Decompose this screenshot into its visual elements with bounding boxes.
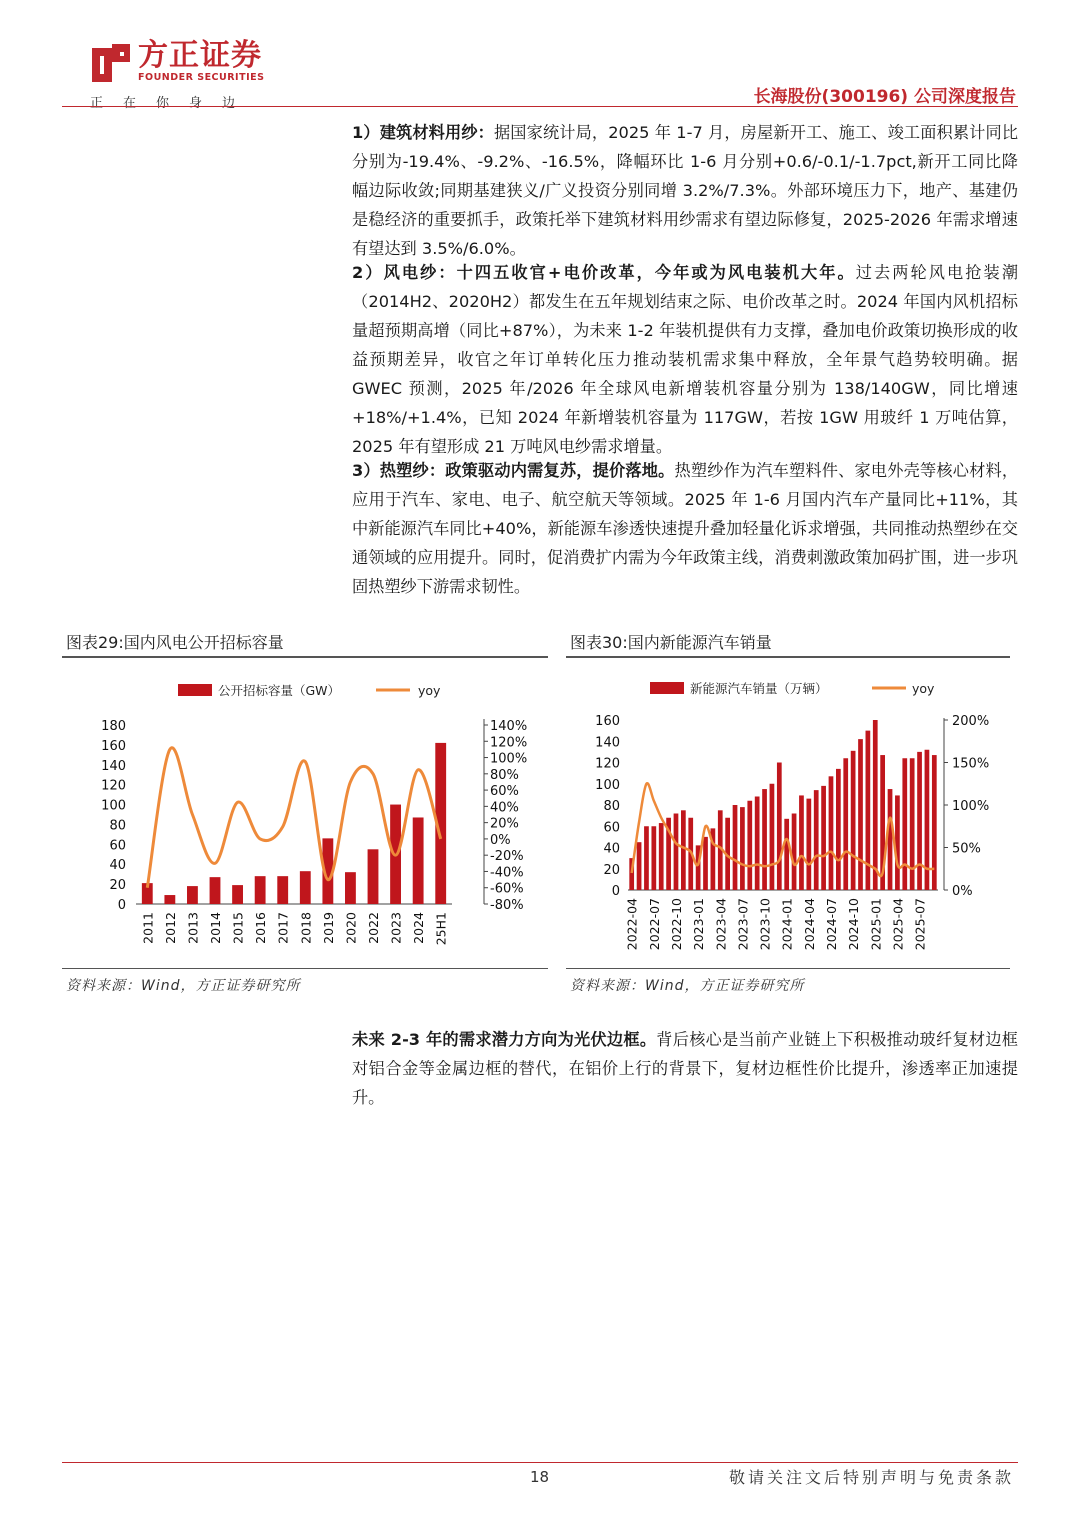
x-axis-tick-label: 2025-07 bbox=[912, 898, 928, 951]
left-axis-tick-label: 60 bbox=[109, 838, 126, 854]
left-axis-tick-label: 20 bbox=[109, 878, 126, 894]
bar-capacity bbox=[187, 886, 198, 904]
figure-29-source: 资料来源：Wind，方正证券研究所 bbox=[66, 978, 301, 994]
bar-capacity bbox=[277, 876, 288, 904]
x-axis-tick-label: 2025-04 bbox=[890, 898, 906, 951]
paragraph-wind-power bbox=[352, 258, 1018, 461]
bar-sales bbox=[829, 776, 834, 890]
bar-sales bbox=[821, 786, 826, 890]
x-axis-tick-label: 2023-10 bbox=[757, 898, 773, 951]
left-axis-tick-label: 100 bbox=[101, 798, 126, 814]
bar-capacity bbox=[345, 872, 356, 904]
bar-sales bbox=[858, 739, 863, 890]
left-axis-tick-label: 0 bbox=[611, 884, 620, 899]
bar-sales bbox=[637, 842, 642, 890]
bar-sales bbox=[888, 789, 893, 890]
left-axis-tick-label: 0 bbox=[117, 898, 126, 913]
x-axis-tick-label: 2024-01 bbox=[779, 898, 795, 951]
left-axis-tick-label: 80 bbox=[603, 799, 620, 814]
x-axis-tick-label: 2017 bbox=[275, 912, 291, 944]
x-axis-tick-label: 2022-10 bbox=[668, 898, 684, 951]
paragraph-body: 热塑纱作为汽车塑料件、家电外壳等核心材料，应用于汽车、家电、电子、航空航天等领域。2025 年 1-6 月国内汽车产量同比+11%，其中新能源汽车同比+40%，新能源车渗透快速提升叠加轻量化诉求增强，共同推动热塑纱在交通领域的应用提升。同时，促消费扩内需为今年政策主线，消费刺激政策加码扩围，进一步巩固热塑纱下游需求韧性。 bbox=[352, 461, 1019, 596]
footer-divider bbox=[62, 1462, 1018, 1463]
bar-sales bbox=[755, 797, 760, 891]
left-axis-tick-label: 100 bbox=[595, 777, 620, 793]
x-axis-tick-label: 2011 bbox=[140, 912, 156, 944]
bar-capacity bbox=[232, 885, 243, 904]
bar-sales bbox=[851, 751, 856, 890]
bar-sales bbox=[836, 769, 841, 890]
x-axis-tick-label: 2018 bbox=[298, 912, 314, 944]
x-axis-tick-label: 2024-10 bbox=[846, 898, 862, 951]
x-axis-tick-label: 25H1 bbox=[433, 912, 449, 946]
legend-label-line: yoy bbox=[418, 683, 441, 698]
legend-swatch-bar bbox=[650, 682, 684, 694]
paragraph-body: 背后核心是当前产业链上下积极推动玻纤复材边框对铝合金等金属边框的替代，在铝价上行的背景下，复材边框性价比提升，渗透率正加速提升。 bbox=[352, 1030, 1018, 1107]
left-axis-tick-label: 160 bbox=[595, 714, 620, 729]
x-axis-tick-label: 2023-04 bbox=[713, 898, 729, 951]
paragraph-pv-frame bbox=[352, 1025, 1018, 1112]
bar-capacity bbox=[368, 849, 379, 904]
bar-sales bbox=[777, 763, 782, 891]
left-axis-tick-label: 60 bbox=[603, 820, 620, 836]
right-axis-tick-label: -20% bbox=[490, 849, 524, 865]
bar-sales bbox=[917, 752, 922, 890]
bar-sales bbox=[740, 807, 745, 890]
bar-sales bbox=[784, 819, 789, 890]
bar-sales bbox=[733, 805, 738, 890]
page-number: 18 bbox=[530, 1468, 550, 1486]
header-divider bbox=[62, 106, 1018, 107]
paragraph-building-materials bbox=[352, 118, 1018, 263]
left-axis-tick-label: 140 bbox=[101, 758, 126, 774]
bar-sales bbox=[681, 810, 686, 890]
bar-sales bbox=[644, 826, 649, 890]
right-axis-tick-label: 80% bbox=[490, 767, 519, 783]
legend-swatch-bar bbox=[178, 684, 212, 696]
right-axis-tick-label: -60% bbox=[490, 881, 524, 897]
bar-sales bbox=[770, 784, 775, 890]
disclaimer-link[interactable]: 敬请关注文后特别声明与免责条款 bbox=[728, 1468, 1014, 1487]
bar-sales bbox=[659, 823, 664, 890]
bar-sales bbox=[902, 758, 907, 890]
x-axis-tick-label: 2020 bbox=[343, 912, 359, 944]
left-axis-tick-label: 140 bbox=[595, 735, 620, 751]
brand-slogan: 正在你身边 bbox=[90, 96, 256, 111]
bar-sales bbox=[792, 814, 797, 891]
right-axis-tick-label: 100% bbox=[490, 751, 528, 767]
right-axis-tick-label: 0% bbox=[490, 832, 511, 848]
legend-label-bar: 公开招标容量（GW） bbox=[218, 683, 341, 698]
x-axis-tick-label: 2013 bbox=[185, 912, 201, 944]
bar-sales bbox=[703, 837, 708, 890]
x-axis-tick-label: 2024-07 bbox=[823, 898, 839, 951]
figure-30-title: 图表30:国内新能源汽车销量 bbox=[570, 633, 772, 652]
paragraph-lead: 未来 2-3 年的需求潜力方向为光伏边框。 bbox=[352, 1030, 657, 1049]
x-axis-tick-label: 2023 bbox=[388, 912, 404, 944]
bar-sales bbox=[674, 814, 679, 891]
paragraph-thermoplastic bbox=[352, 456, 1018, 601]
right-axis-tick-label: 60% bbox=[490, 784, 519, 800]
x-axis-tick-label: 2019 bbox=[320, 912, 336, 944]
bar-sales bbox=[895, 795, 900, 890]
right-axis-tick-label: 120% bbox=[490, 735, 528, 751]
bar-sales bbox=[651, 826, 656, 890]
left-axis-tick-label: 20 bbox=[603, 862, 620, 878]
bar-capacity bbox=[255, 876, 266, 904]
x-axis-tick-label: 2024 bbox=[411, 912, 427, 944]
bar-sales bbox=[910, 758, 915, 890]
right-axis-tick-label: -40% bbox=[490, 865, 524, 881]
company-logo-icon bbox=[88, 40, 134, 86]
x-axis-tick-label: 2014 bbox=[208, 912, 223, 944]
x-axis-tick-label: 2025-01 bbox=[868, 898, 884, 951]
x-axis-tick-label: 2023-01 bbox=[691, 898, 707, 951]
x-axis-tick-label: 2015 bbox=[230, 912, 246, 944]
right-axis-tick-label: -80% bbox=[490, 898, 524, 913]
figure-30-top-rule bbox=[566, 656, 1010, 658]
brand-name-cn: 方正证券 bbox=[138, 38, 262, 73]
x-axis-tick-label: 2022-07 bbox=[646, 898, 662, 951]
bar-capacity bbox=[300, 871, 311, 904]
x-axis-tick-label: 2024-04 bbox=[801, 898, 817, 951]
bar-sales bbox=[747, 801, 752, 890]
paragraph-body: 过去两轮风电抢装潮（2014H2、2020H2）都发生在五年规划结束之际、电价改革之时。2024 年国内风机招标量超预期高增（同比+87%），为未来 1-2 年装机提供有力支撑，叠加电价政策切换形成的收益预期差异，收官之年订单转化压力推动装机需求集中释放，全年景气趋势较明确。据 GWEC 预测，2025 年/2026 年全球风电新增装机容量分别为 138/140GW，同比增速+18%/+1.4%，已知 2024 年新增装机容量为 117GW，若按 1GW 用玻纤 1 万吨估算，2025 年有望形成 21 万吨风电纱需求增量。 bbox=[352, 263, 1019, 456]
left-axis-tick-label: 120 bbox=[595, 756, 620, 772]
left-axis-tick-label: 40 bbox=[109, 858, 126, 874]
bar-capacity bbox=[164, 895, 175, 904]
left-axis-tick-label: 40 bbox=[603, 841, 620, 857]
left-axis-tick-label: 120 bbox=[101, 778, 126, 794]
right-axis-tick-label: 150% bbox=[952, 756, 990, 772]
figure-29-title: 图表29:国内风电公开招标容量 bbox=[66, 633, 284, 652]
bar-sales bbox=[814, 790, 819, 890]
bar-sales bbox=[762, 789, 767, 890]
figure-29-bottom-rule bbox=[62, 968, 548, 969]
paragraph-lead: 1）建筑材料用纱： bbox=[352, 123, 494, 142]
right-axis-tick-label: 50% bbox=[952, 841, 981, 857]
bar-capacity bbox=[210, 877, 221, 904]
legend-label-line: yoy bbox=[912, 681, 935, 696]
brand-name-en: FOUNDER SECURITIES bbox=[138, 72, 265, 83]
right-axis-tick-label: 40% bbox=[490, 800, 519, 816]
left-axis-tick-label: 80 bbox=[109, 818, 126, 834]
figure-30-source: 资料来源：Wind，方正证券研究所 bbox=[570, 978, 805, 994]
figure-30-chart bbox=[566, 662, 1010, 962]
paragraph-lead: 3）热塑纱：政策驱动内需复苏，提价落地。 bbox=[352, 461, 675, 480]
figure-29-top-rule bbox=[62, 656, 548, 658]
bar-sales bbox=[799, 795, 804, 890]
bar-sales bbox=[843, 758, 848, 890]
right-axis-tick-label: 0% bbox=[952, 884, 973, 899]
right-axis-tick-label: 140% bbox=[490, 719, 528, 734]
right-axis-tick-label: 20% bbox=[490, 816, 519, 832]
figure-30-bottom-rule bbox=[566, 968, 1010, 969]
figure-29-chart bbox=[62, 662, 548, 962]
legend-label-bar: 新能源汽车销量（万辆） bbox=[690, 681, 828, 696]
right-axis-tick-label: 100% bbox=[952, 799, 990, 814]
paragraph-body: 据国家统计局，2025 年 1-7 月，房屋新开工、施工、竣工面积累计同比分别为-19.4%、-9.2%、-16.5%，降幅环比 1-6 月分别+0.6/-0.1/-1.7pct,新开工同比降幅边际收敛;同期基建狭义/广义投资分别同增 3.2%/7.3%。外部环境压力下，地产、基建仍是稳经济的重要抓手，政策托举下建筑材料用纱需求有望边际修复，2025-2026 年需求增速有望达到 3.5%/6.0%。 bbox=[352, 123, 1019, 258]
x-axis-tick-label: 2022-04 bbox=[624, 898, 640, 951]
x-axis-tick-label: 2022 bbox=[366, 912, 381, 944]
x-axis-tick-label: 2023-07 bbox=[735, 898, 751, 951]
report-title: 长海股份(300196) 公司深度报告 bbox=[753, 87, 1016, 107]
x-axis-tick-label: 2016 bbox=[253, 912, 269, 944]
bar-sales bbox=[806, 799, 811, 890]
left-axis-tick-label: 160 bbox=[101, 738, 126, 754]
right-axis-tick-label: 200% bbox=[952, 714, 990, 729]
left-axis-tick-label: 180 bbox=[101, 719, 126, 734]
x-axis-tick-label: 2012 bbox=[162, 912, 178, 944]
paragraph-lead: 2）风电纱：十四五收官+电价改革，今年或为风电装机大年。 bbox=[352, 263, 856, 282]
bar-sales bbox=[873, 720, 878, 890]
bar-capacity bbox=[413, 817, 424, 904]
